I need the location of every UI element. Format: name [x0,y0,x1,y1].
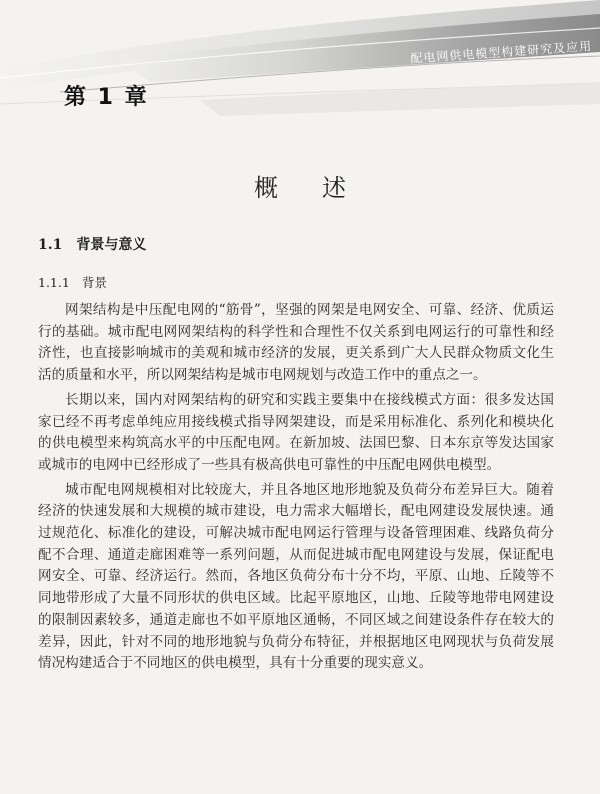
subsection-title: 背景 [81,275,107,290]
body-text [38,300,554,678]
chapter-header-band [0,0,600,130]
chapter-label: 第 1 章 [64,85,149,110]
subsection-heading [38,273,107,291]
section-number: 1.1 [38,237,63,253]
paragraph: 城市配电网规模相对比较庞大，并且各地区地形地貌及负荷分布差异巨大。随着经济的快速发展和大规模的城市建设，电力需求大幅增长，配电网建设发展快速。通过规范化、标准化的建设，可解决城市配电网运行管理与设备管理困难、线路负荷分配不合理、通道走廊困难等一系列问题，从而促进城市配电网建设与发展，保证配电网安全、可靠、经济运行。然而，各地区负荷分布十分不均，平原、山地、丘陵等不同地带形成了大量不同形状的供电区域。比起平原地区，山地、丘陵等地带电网建设的限制因素较多，通道走廊也不如平原地区通畅，不同区域之间建设条件存在较大的差异，因此，针对不同的地形地貌与负荷分布特征，并根据地区电网现状与负荷发展情况构建适合于不同地区的供电模型，具有十分重要的现实意义。 [38,481,554,672]
paragraph: 网架结构是中压配电网的“筋骨”，坚强的网架是电网安全、可靠、经济、优质运行的基础。城市配电网网架结构的科学性和合理性不仅关系到电网运行的可靠性和经济性，也直接影响城市的美观和城市经济的发展，更关系到广大人民群众物质文化生活的质量和水平，所以网架结构是城市电网规划与改造工作中的重点之一。 [38,302,554,384]
chapter-title: 概述 [254,174,390,202]
running-title: 配电网供电模型构建研究及应用 [409,39,593,66]
subsection-number: 1.1.1 [38,275,70,290]
paragraph: 长期以来，国内对网架结构的研究和实践主要集中在接线模式方面：很多发达国家已经不再考虑单纯应用接线模式指导网架建设，而是采用标准化、系列化和模块化的供电模型来构筑高水平的中压配电网。在新加坡、法国巴黎、日本东京等发达国家或城市的电网中已经形成了一些具有极高供电可靠性的中压配电网供电模型。 [38,391,554,473]
section-title: 背景与意义 [76,237,147,253]
section-heading [38,234,146,254]
